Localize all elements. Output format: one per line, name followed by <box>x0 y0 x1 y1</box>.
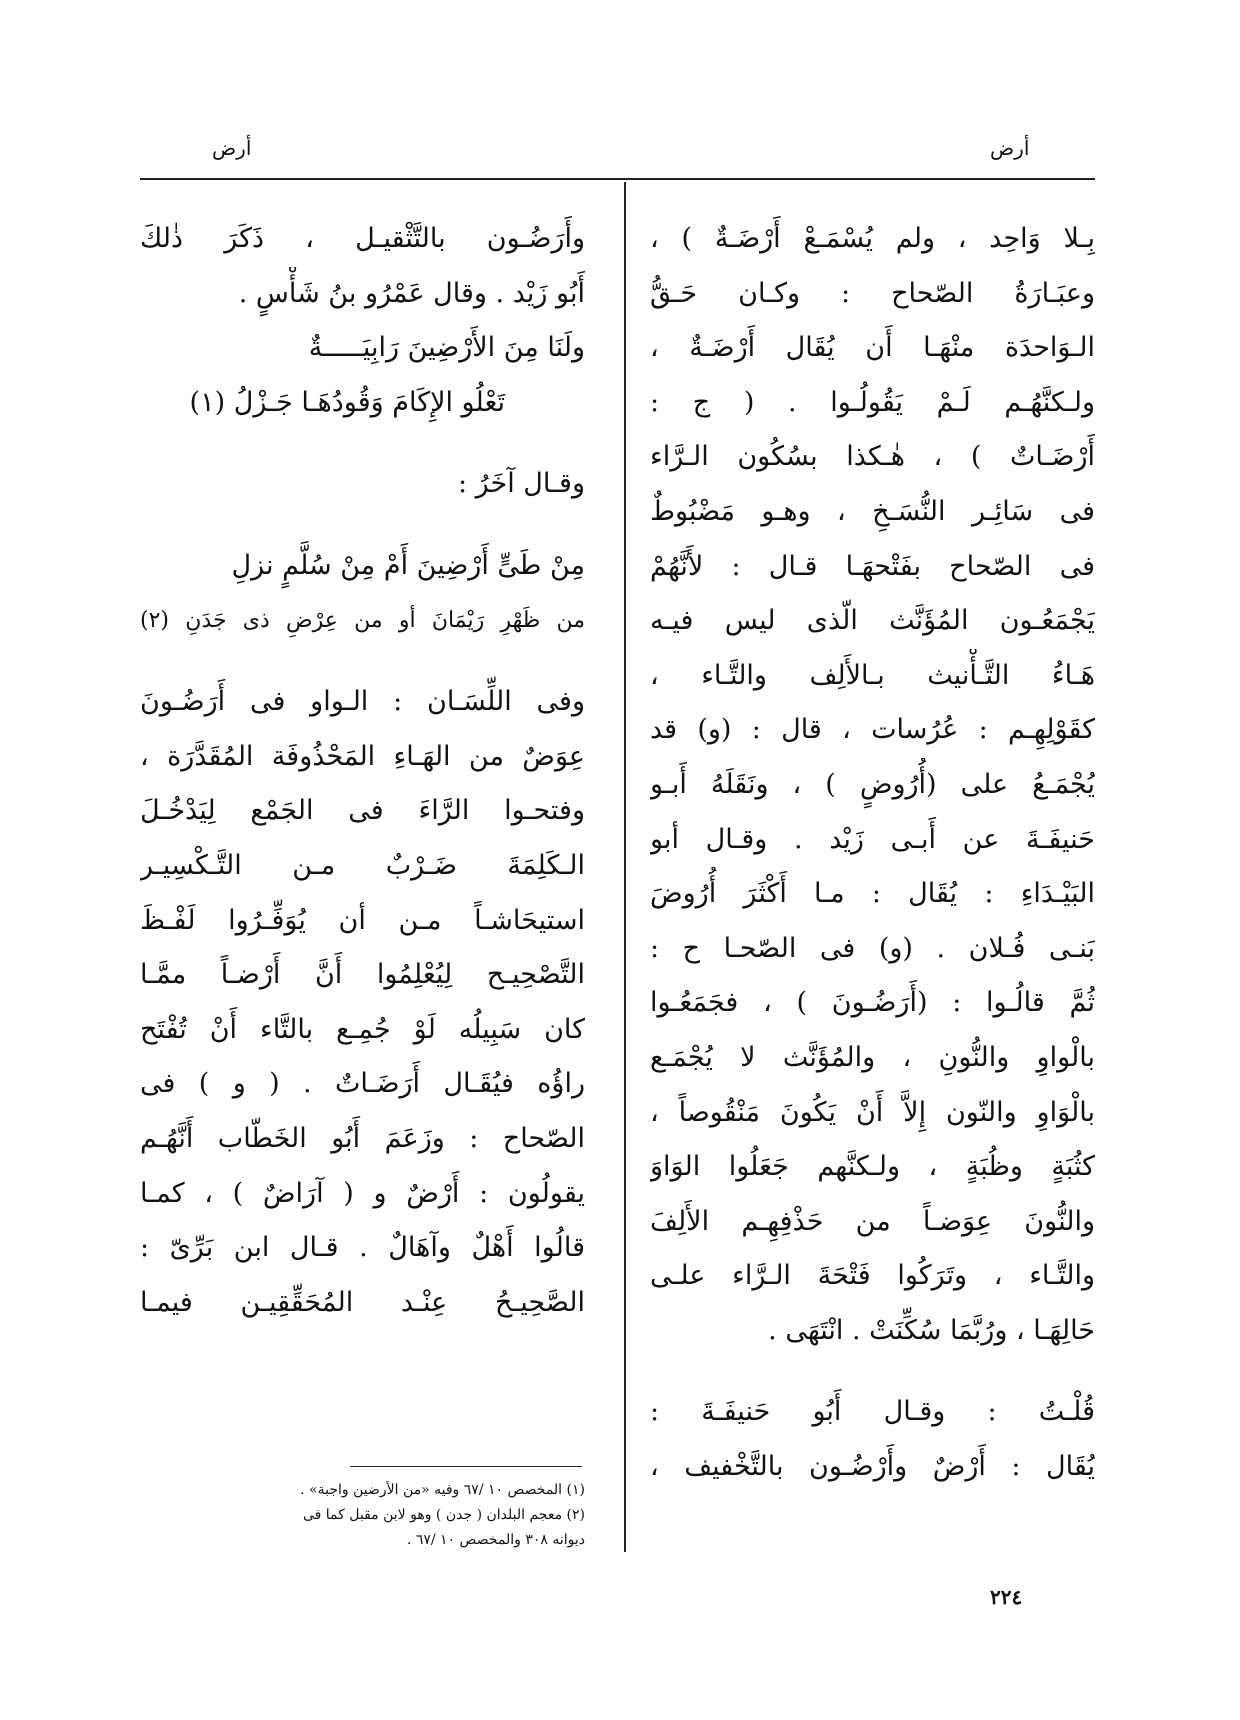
footnote: ديوانه ٣٠٨ والمخصص ١٠ /٦٧ . <box>406 1532 585 1548</box>
text-line: الـكَلِمَةَ ضَـرْبٌ مـن التَّـكْسِيـر <box>140 849 585 881</box>
verse-line: ولَنَا مِنَ الأَرْضِينَ رَابِيَـــــةٌ <box>308 332 585 364</box>
text-line: راؤُه فيُقَـال أَرَضَـاتٌ . ( و ) فى <box>140 1068 585 1100</box>
text-line: يُجْمَـعُ على (أُرُوضٍ ) ، ونَقَلَهُ أَبـو <box>650 768 1095 800</box>
footnote-rule <box>350 1466 582 1467</box>
footnotes <box>160 1478 585 1553</box>
text-line: ثُمَّ قالُـوا : (أَرَضُـونَ ) ، فجَمَعُـوا <box>650 987 1095 1019</box>
text-line: أَرْضَـاتٌ ) ، هٰـكذا بسُكُون الـرَّاء <box>650 441 1095 473</box>
text-line: كان سَبِيلُه لَوْ جُمِـع بالتَّاء أَنْ تُفْتَح <box>140 1013 585 1045</box>
text-line: بِـلا وَاحِد ، ولم يُسْمَـعْ أَرْضَـةٌ ) ، <box>650 223 1095 254</box>
text-line: وعبَـارَةُ الصّحاح : وكـان حَـقُّ <box>650 277 1095 309</box>
text-line: حَالِهَـا ، ورُبَّمَا سُكِّنَتْ . انْتَهَى . <box>768 1314 1095 1346</box>
text-line: التَّصْحِيـح لِيُعْلِمُوا أَنَّ أَرْضـاً ممَّـا <box>140 959 585 991</box>
text-line: قالُوا أَهْلٌ وآهَالٌ . قـال ابن بَرِّىّ : <box>140 1232 585 1264</box>
text-line: والتَّـاء ، وتَرَكُوا فَتْحَةَ الـرَّاء علـى <box>650 1260 1095 1292</box>
text-line: بالْوَاوِ والنّون إِلاَّ أَنْ يَكُونَ مَنْقُوصاً ، <box>650 1096 1095 1128</box>
text-line: كثُبَةٍ وظُبَةٍ ، ولـكنَّهم جَعَلُوا الوَاوَ <box>650 1151 1095 1183</box>
text-line: بَنـى فُـلان . (و) فى الصّحـا ح : <box>650 932 1095 964</box>
text-line: وفتحـوا الرَّاءَ فى الجَمْع لِيَدْخُـلَ <box>140 795 585 827</box>
running-header-right: أرض <box>990 136 1030 160</box>
verse-line: تَعْلُو الإِكَامَ وَقُودُهَـا جَـزْلُ (١) <box>189 386 505 418</box>
text-line: حَنيفَـةَ عن أَبـى زَيْد . وقـال أبو <box>650 823 1095 855</box>
paragraph-gap <box>650 1358 1095 1385</box>
right-column <box>650 212 1095 1495</box>
running-header-left: أرض <box>212 136 252 160</box>
text-line: وأَرَضُـون بالتَّثْقيـل ، ذَكَرَ ذٰلكَ <box>140 223 585 254</box>
header-rule <box>140 178 1095 180</box>
text-line: الصّحاح : وزَعَمَ أَبُو الخَطّاب أَنَّهُـم <box>140 1122 585 1154</box>
text-line: هَـاءُ التَّـأْنيث بـالأَلِف والتَّـاء ، <box>650 659 1095 691</box>
text-line: الصَّحِيـحُ عِنْـد المُحَقِّقِيـن فيمـا <box>140 1286 585 1318</box>
text-line: قُلْـتُ : وقـال أَبُو حَنيفَـةَ : <box>650 1396 1095 1428</box>
footnote: (٢) معجم البلدان ( جدن ) وهو لابن مقبل كما فى <box>302 1507 585 1523</box>
text-line: فى الصّحاح بفَتْحهَـا قـال : لأَنَّهُمْ <box>650 550 1095 582</box>
text-line: والنُّونَ عِوَضـاً من حَذْفِهِـم الأَلِفَ <box>650 1205 1095 1237</box>
text-line: وفى اللِّسَـان : الـواو فى أَرَضُـونَ <box>140 686 585 718</box>
paragraph-gap <box>140 512 585 539</box>
text-line: عِوَضٌ من الهَـاءِ المَحْذُوفَة المُقَدَّرَة ، <box>140 740 585 772</box>
text-line: استيحَاشـاً مـن أن يُوَفِّـرُوا لَفْـظَ <box>140 904 585 936</box>
text-line: يُقَال : أَرْضٌ وأَرْضُـون بالتَّخْفيف ، <box>650 1451 1095 1483</box>
text-line: كقَوْلِهِـم : عُرُسات ، قال : (و) قد <box>650 714 1095 746</box>
text-line: ولـكنَّهُـم لَـمْ يَقُولُـوا . ( ج : <box>650 386 1095 418</box>
column-divider <box>624 182 626 1552</box>
footnote: (١) المخصص ١٠ /٦٧ وفيه «من الأرضين واجبة» . <box>300 1482 585 1498</box>
verse-line: مِنْ طَىٍّ أَرْضِينَ أَمْ مِنْ سُلَّمٍ نزلِ <box>231 549 585 581</box>
text-line: يَجْمَعُـون المُؤَنَّث الّذى ليس فيـه <box>650 605 1095 637</box>
verse-line: من ظَهْرِ رَيْمَانَ أو من عِرْضِ ذى جَدَنِ (٢) <box>140 607 585 633</box>
text-line: يقولُون : أَرْضٌ و ( آرَاضٌ ) ، كمـا <box>140 1177 585 1209</box>
left-column <box>140 212 585 1330</box>
text-line: بالْواوِ والنُّونِ ، والمُؤَنَّث لا يُجْمَـع <box>650 1041 1095 1073</box>
paragraph-gap <box>140 430 585 457</box>
text-line: وقـال آخَرُ : <box>457 468 585 500</box>
paragraph-gap <box>140 648 585 675</box>
text-line: فى سَائِـر النُّسَـخِ ، وهـو مَضْبُوطٌ <box>650 495 1095 527</box>
text-line: أَبُو زَيْد . وقال عَمْرُو بنُ شَأْسٍ . <box>238 277 585 309</box>
text-line: البَيْـدَاءِ : يُقَال : مـا أَكْثَرَ أُرُوضَ <box>650 878 1095 910</box>
page-number: ٢٢٤ <box>990 1585 1023 1609</box>
text-line: الـوَاحدَة منْهَـا أَن يُقَال أَرْضَـةٌ ، <box>650 332 1095 364</box>
